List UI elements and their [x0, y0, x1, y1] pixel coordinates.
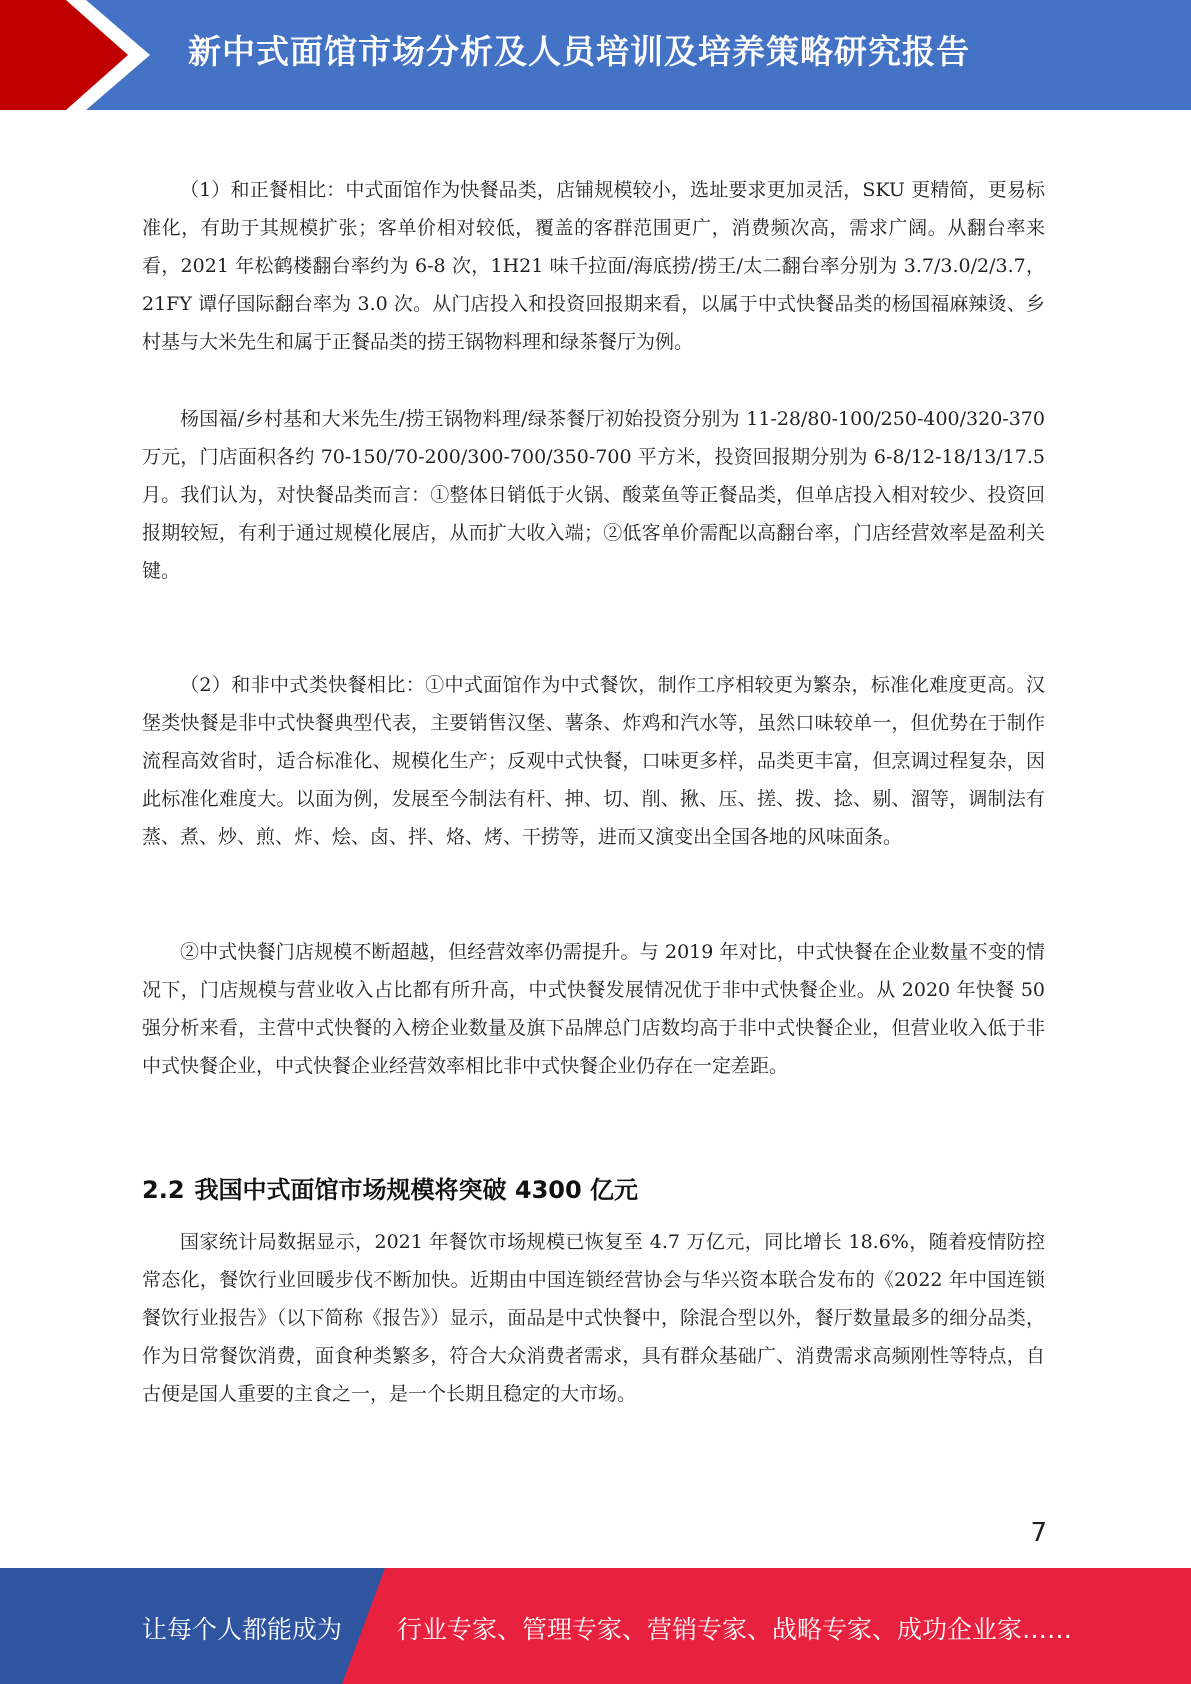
section-number: 2.2: [142, 1176, 185, 1204]
section-heading: [142, 1170, 638, 1205]
report-title: 新中式面馆市场分析及人员培训及培养策略研究报告: [188, 32, 970, 71]
body-paragraph: 国家统计局数据显示，2021 年餐饮市场规模已恢复至 4.7 万亿元，同比增长 18.6%，随着疫情防控常态化，餐饮行业回暖步伐不断加快。近期由中国连锁经营协会与华兴资本联合发布的《2022 年中国连锁餐饮行业报告》（以下简称《报告》）显示，面品是中式快餐中，除混合型以外，餐厅数量最多的细分品类，作为日常餐饮消费，面食种类繁多，符合大众消费者需求，具有群众基础广、消费需求高频刚性等特点，自古便是国人重要的主食之一，是一个长期且稳定的大市场。: [142, 1231, 1045, 1405]
body-paragraph: 杨国福/乡村基和大米先生/捞王锅物料理/绿茶餐厅初始投资分别为 11-28/80-100/250-400/320-370 万元，门店面积各约 70-150/70-200/300-700/350-700 平方米，投资回报期分别为 6-8/12-18/13/17.5 月。我们认为，对快餐品类而言：①整体日销低于火锅、酸菜鱼等正餐品类，但单店投入相对较少、投资回报期较短，有利于通过规模化展店，从而扩大收入端；②低客单价需配以高翻台率，门店经营效率是盈利关键。: [142, 408, 1045, 582]
body-paragraph: ②中式快餐门店规模不断超越，但经营效率仍需提升。与 2019 年对比，中式快餐在企业数量不变的情况下，门店规模与营业收入占比都有所升高，中式快餐发展情况优于非中式快餐企业。从 2020 年快餐 50 强分析来看，主营中式快餐的入榜企业数量及旗下品牌总门店数均高于非中式快餐企业，但营业收入低于非中式快餐企业，中式快餐企业经营效率相比非中式快餐企业仍存在一定差距。: [142, 941, 1045, 1077]
footer-slogan-left: 让每个人都能成为: [142, 1615, 343, 1644]
body-paragraph: （1）和正餐相比：中式面馆作为快餐品类，店铺规模较小，选址要求更加灵活，SKU 更精简，更易标准化，有助于其规模扩张；客单价相对较低，覆盖的客群范围更广，消费频次高，需求广阔。从翻台率来看，2021 年松鹤楼翻台率约为 6-8 次，1H21 味千拉面/海底捞/捞王/太二翻台率分别为 3.7/3.0/2/3.7，21FY 谭仔国际翻台率为 3.0 次。从门店投入和投资回报期来看，以属于中式快餐品类的杨国福麻辣烫、乡村基与大米先生和属于正餐品类的捞王锅物料理和绿茶餐厅为例。: [142, 179, 1045, 353]
body-paragraph: （2）和非中式类快餐相比：①中式面馆作为中式餐饮，制作工序相较更为繁杂，标准化难度更高。汉堡类快餐是非中式快餐典型代表，主要销售汉堡、薯条、炸鸡和汽水等，虽然口味较单一，但优势在于制作流程高效省时，适合标准化、规模化生产；反观中式快餐，口味更多样，品类更丰富，但烹调过程复杂，因此标准化难度大。以面为例，发展至今制法有杆、抻、切、削、揪、压、搓、拨、捻、剔、溜等，调制法有蒸、煮、炒、煎、炸、烩、卤、拌、烙、烤、干捞等，进而又演变出全国各地的风味面条。: [142, 674, 1045, 848]
page-header: [0, 0, 1191, 110]
section-title: 我国中式面馆市场规模将突破 4300 亿元: [194, 1176, 639, 1204]
page-footer: [0, 1568, 1191, 1684]
page-number: 7: [1030, 1518, 1047, 1548]
footer-slogan-right: 行业专家、管理专家、营销专家、战略专家、成功企业家……: [397, 1615, 1073, 1644]
